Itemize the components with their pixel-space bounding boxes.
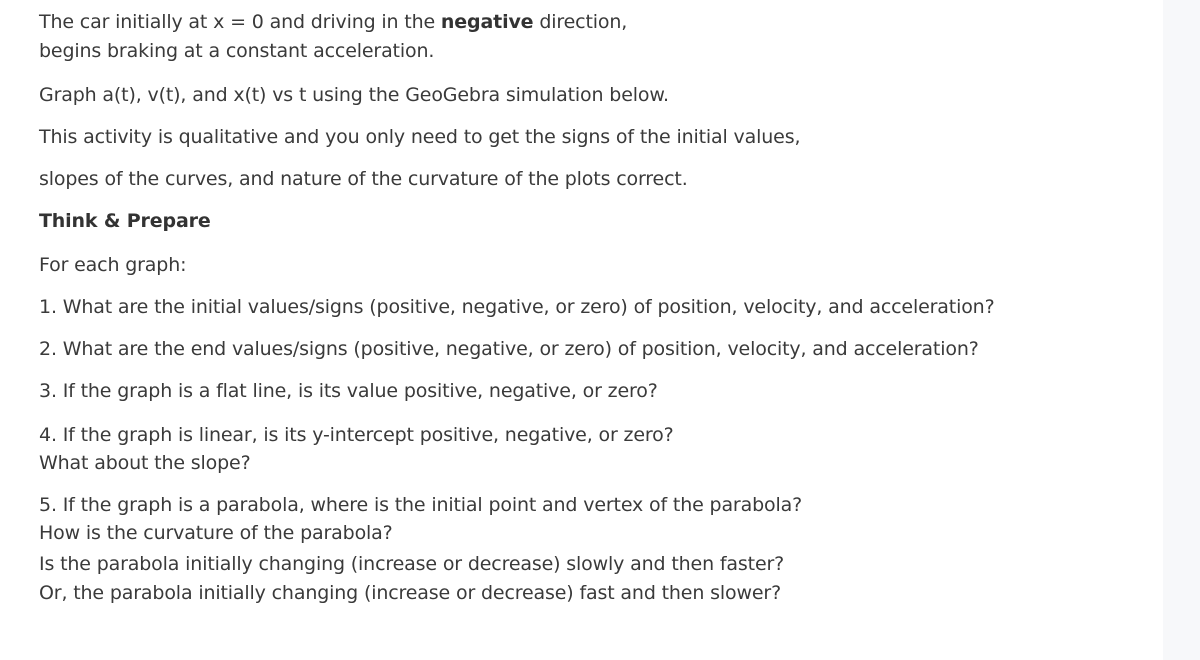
intro-line-1 <box>39 9 627 35</box>
intro-text-end: direction, <box>533 11 628 33</box>
intro-text-start: The car initially at x = 0 and driving in the <box>39 11 441 33</box>
question-4-line-2: What about the slope? <box>39 452 251 474</box>
question-2: 2. What are the end values/signs (positive, negative, or zero) of position, velocity, and acceleration? <box>39 338 979 360</box>
qualitative-note-line-2: slopes of the curves, and nature of the curvature of the plots correct. <box>39 168 688 190</box>
negative-emphasis: negative <box>440 11 534 33</box>
question-5-line-4: Or, the parabola initially changing (increase or decrease) fast and then slower? <box>39 582 782 604</box>
intro-line-2: begins braking at a constant acceleration. <box>39 40 435 62</box>
think-prepare-heading: Think & Prepare <box>39 210 211 232</box>
question-3: 3. If the graph is a flat line, is its value positive, negative, or zero? <box>39 380 658 402</box>
graph-instruction: Graph a(t), v(t), and x(t) vs t using the GeoGebra simulation below. <box>39 84 669 106</box>
for-each-graph-label: For each graph: <box>39 254 187 276</box>
question-5-line-2: How is the curvature of the parabola? <box>39 522 393 544</box>
qualitative-note-line-1: This activity is qualitative and you only need to get the signs of the initial values, <box>39 126 801 148</box>
question-5-line-1: 5. If the graph is a parabola, where is the initial point and vertex of the parabola? <box>39 494 803 516</box>
question-5-line-3: Is the parabola initially changing (increase or decrease) slowly and then faster? <box>39 553 785 575</box>
question-1: 1. What are the initial values/signs (positive, negative, or zero) of position, velocity, and acceleration? <box>39 296 995 318</box>
right-margin-strip <box>1163 0 1200 660</box>
question-4-line-1: 4. If the graph is linear, is its y-intercept positive, negative, or zero? <box>39 424 674 446</box>
